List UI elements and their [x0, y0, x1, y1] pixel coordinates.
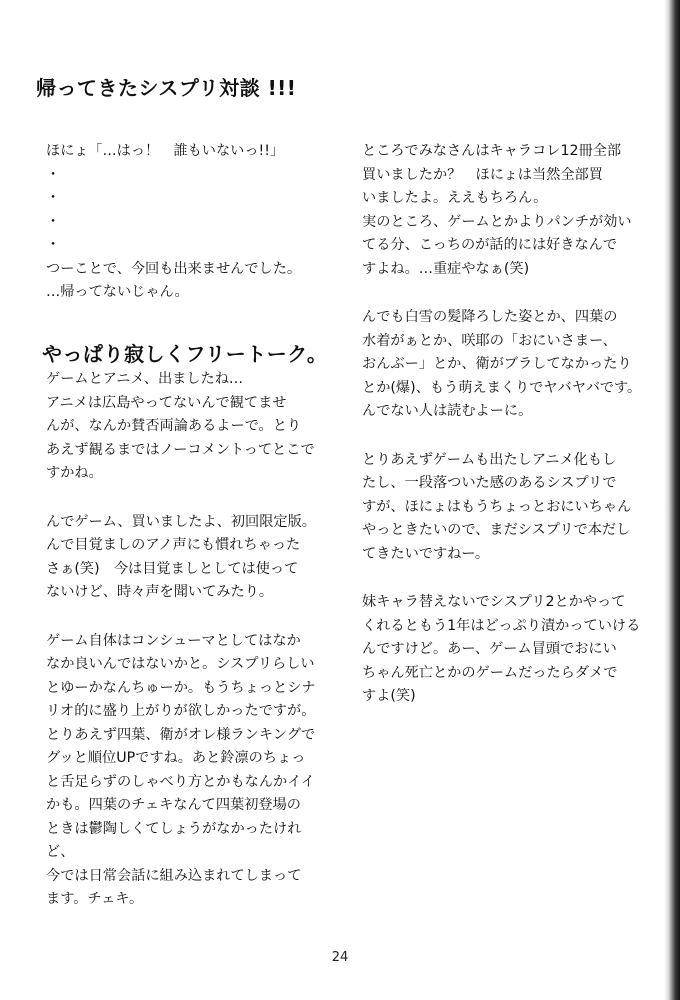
intro-paragraph: ほにょ「…はっ！ 誰もいないっ!!」 ・ ・ ・ ・ つーことで、今回も出来ませんでした。 …帰ってないじゃん。 — [46, 143, 302, 300]
paragraph: んでも白雪の髪降ろした姿とか、四葉の 水着がぁとか、咲耶の「おにいさまー、 おんぶー」とか、衛がブラしてなかったり とか(爆)、もう萌えまくりでヤバヤバです。 んでない人は読むよーに。 — [362, 309, 642, 419]
paragraph: んでゲーム、買いましたよ、初回限定版。 んで目覚ましのアノ声にも慣れちゃった さぁ(笑) 今は目覚ましとしては使って ないけど、時々声を聞いてみたり。 — [46, 513, 316, 600]
paragraph: とりあえずゲームも出たしアニメ化もし たし、一段落ついた感のあるシスプリで すが、ほにょはもうちょっとおにいちゃん やっときたいので、まだシスプリで本だし てきたいですねー。 — [362, 451, 632, 562]
paragraph: ゲームとアニメ、出ましたね… アニメは広島やってないんで観てませ んが、なんか賛否両論あるよーで。とり あえず観るまではノーコメントってとこで すかね。 — [46, 371, 315, 481]
page-edge-shadow — [664, 0, 680, 1000]
left-column-body — [46, 368, 321, 937]
paragraph: 妹キャラ替えないでシスプリ2とかやって くれるともう1年はどっぷり漬かっていける んですけど。あー、ゲーム冒頭でおにい ちゃん死亡とかのゲームだったらダメで すよ(笑) — [362, 594, 641, 704]
right-column — [362, 140, 647, 734]
paragraph: ゲーム自体はコンシューマとしてはなか なか良いんではないかと。シスプリらしい とゆーかなんちゅーか。もうちょっとシナ リオ的に盛り上がりが欲しかったですが。 とりあえず四葉、衛がオレ様ランキングで グッと順位UPですね。あと鈴凛のちょっ と舌足らずのしゃべり方とかもなんかイイ かも。四葉のチェキなんて四葉初登場の ときは鬱陶しくてしょうがなかったけれど、 今では日常会話に組み込まれてしまって ます。チェキ。 — [46, 632, 316, 907]
section-heading: やっぱり寂しくフリートーク。 — [42, 342, 328, 366]
article-title: 帰ってきたシスプリ対談 !!! — [36, 76, 297, 100]
paragraph: ところでみなさんはキャラコレ12冊全部 買いましたか？ ほにょは当然全部買 いましたよ。ええもちろん。 実のところ、ゲームとかよりパンチが効い てる分、こっちのが話的には好きなんで すよね。…重症やなぁ(笑) — [362, 143, 632, 277]
page-number: 24 — [331, 950, 349, 965]
left-column — [46, 140, 321, 305]
